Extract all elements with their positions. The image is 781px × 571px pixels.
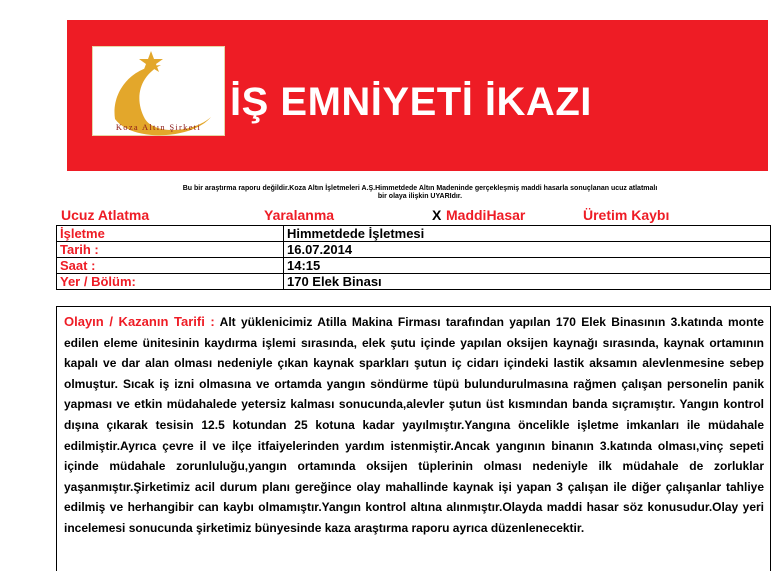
selected-mark: X [432, 207, 442, 223]
row-value: 16.07.2014 [284, 242, 771, 258]
category-production-loss: Üretim Kaybı [583, 207, 670, 223]
category-material-damage: MaddiHasar [446, 207, 526, 223]
row-label: Yer / Bölüm: [57, 274, 284, 290]
row-label: İşletme [57, 226, 284, 242]
disclaimer-line-2: bir olaya ilişkin UYARIdır. [377, 193, 463, 200]
page-title: İŞ EMNİYETİ İKAZI [230, 80, 592, 124]
incident-info-table [56, 225, 771, 290]
category-injury: Yaralanma [264, 207, 335, 223]
table-row [57, 242, 771, 258]
table-row [57, 226, 771, 242]
row-label: Tarih : [57, 242, 284, 258]
description-text: Alt yüklenicimiz Atilla Makina Firması tarafından yapılan 170 Elek Binasının 3.katında monte edilen eleme ünitesinin kaydırma işlemi sırasında, elek şutu içinde yapılan oksijen kaynağı sırasında, kaynak ortamının kapalı ve dar alan olması nedeniyle çıkan kaynak sparkları şutun iç cidarı içindeki lastik aksamın alevlenmesine sebep olmuştur. Sıcak iş izni olmasına ve ortamda yangın söndürme tüpü bulundurulmasına rağmen çalışan personelin panik yapması ve etkin müdahalede yetersiz kalması sonucunda,alevler şutun üst kısmından banda sıçramıştır. Yangın kontrol dışına çıkarak tesisin 12.5 kotundan 25 kotuna kadar yayılmıştır.Yangına öncelikle işletme imkanları ile müdahale edilmiştir.Ayrıca çevre il ve ilçe itfaiyelerinden yardım istenmiştir.Ancak yangının binanın 3.katında olması,vinç sepeti içinde müdahale zorunluluğu,yangın ortamında oksijen tüplerinin olması nedeniyle ilk müdahale de zorluklar yaşanmıştır.Şirketimiz acil durum planı gereğince olay mahallinde kaynak işi yapan 3 çalışan ile diğer çalışanlar tahliye edilmiş ve herhangibir can kaybı olmamıştır.Yangın kontrol altına alınmıştır.Olayda maddi hasar söz konusudur.Olay yeri incelemesi sonucunda şirketimiz bünyesinde kaza araştırma raporu ayrıca düzenlenecektir. [64, 315, 764, 535]
company-logo [92, 46, 225, 136]
description-heading: Olayın / Kazanın Tarifi : [64, 314, 215, 329]
row-label: Saat : [57, 258, 284, 274]
row-value: 14:15 [284, 258, 771, 274]
disclaimer-line-1: Bu bir araştırma raporu değildir.Koza Altın İşletmeleri A.Ş.Himmetdede Altın Madeninde gerçekleşmiş maddi hasarla sonuçlanan ucuz atlatmalı [182, 185, 658, 192]
incident-description [64, 312, 764, 539]
logo-caption: Koza Altın Şirketi [115, 122, 202, 132]
incident-categories [0, 207, 781, 223]
row-value: 170 Elek Binası [284, 274, 771, 290]
table-row [57, 258, 771, 274]
row-value: Himmetdede İşletmesi [284, 226, 771, 242]
category-near-miss: Ucuz Atlatma [61, 207, 150, 223]
table-row [57, 274, 771, 290]
